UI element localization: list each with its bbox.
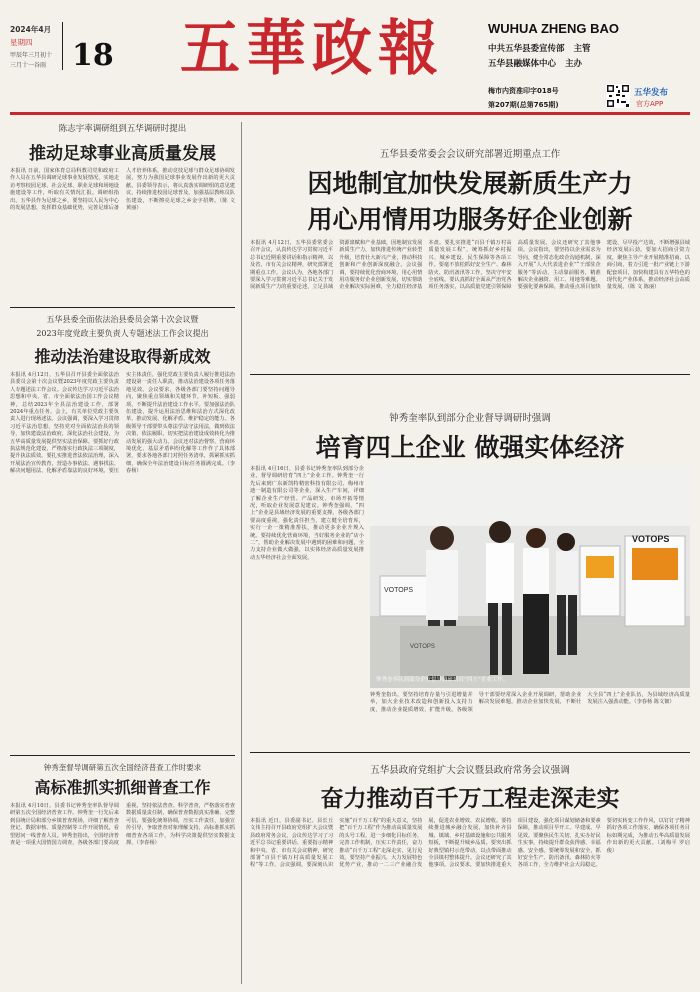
enterprise-photo <box>370 466 690 688</box>
development-headline-2: 用心用情用功服务好企业创新 <box>307 205 633 234</box>
enterprise-kicker: 钟秀奎率队到部分企业督导调研时强调 <box>389 413 551 424</box>
football-byline: （陈 文 黄丽） <box>126 197 235 212</box>
inspection-filler: 钟秀奎一行先后来到县统计局和部分乡镇普查现场，详细了解普查登记、数据审核、质量控制等工作开展情况，看望慰问一线普查人员。钟秀奎指出，全国经济普查是一项重大国情国力调查，各级各部门要高度重视，坚持依法普查、科学普查，严格落实普查数据质量责任制，确保普查数据真实准确、完整可信。要强化统筹协调，压实工作责任，加强宣传引导，争取普查对象理解支持，高标准抓实抓细普查各项工作，为科学决策提供坚实数据支撑。 <box>10 803 235 847</box>
inspection-headline: 高标准抓实抓细普查工作 <box>34 778 211 797</box>
left-divider-2 <box>10 755 235 756</box>
development-kicker: 五华县委常委会会议研究部署近期重点工作 <box>379 149 561 160</box>
development-body <box>250 240 690 368</box>
date-box <box>10 18 114 90</box>
project-filler: 会议传达学习了习近平总书记重要讲话、重要指示精神和中央、省、市有关会议精神，研究部署“百县千镇万村高质量发展工程”等工作。会议强调，要深刻认识实施“百千万工程”的重大意义，坚持把“百千万工程”作为推动高质量发展的头号工程，进一步细化目标任务，完善工作机制，压实工作责任，奋力推动“百千万工程”走深走实、见行见效。要坚持产业振兴，大力发展特色优势产业，推动一二三产业融合发展，促进农业增效、农民增收。要持续推进城乡融合发展，加快补齐县城、镇域、乡村基础设施和公共服务短板，不断提升城乡品质。要突出抓好典型镇村示范带动，以点带面推动全县镇村整体提升。会议还研究了其他事项。会议要求，要加快推进重大项目建设，强化项目谋划储备和要素保障，推动项目早开工、早建成、早见效。要聚焦民生关切，扎实办好民生实事，持续提升群众获得感、幸福感、安全感。要统筹发展和安全，抓好安全生产、防汛备汛、森林防火等各项工作，全力维护社会大局稳定。要切实转变工作作风，以钉钉子精神抓好各项工作落实，确保各项任务目标如期完成，为推动五华高质量发展作出新的更大贡献。 <box>250 818 690 869</box>
right-divider-2 <box>250 752 690 753</box>
project-byline: （刘梅平 罗启俊） <box>606 840 690 854</box>
masthead-pinyin: WUHUA ZHENG BAO <box>488 21 619 36</box>
left-divider-1 <box>10 307 235 308</box>
football-dateline: 本报讯 日前，国家体育总局科教司 <box>10 168 93 174</box>
enterprise-filler: 钟秀奎一行先后来到广东新凯特精密科技有限公司、梅州市迪一制造有限公司等企业，深入生产车间，详细了解企业生产经营、产品研发、市场开拓等情况，听取企业发展意见建议。钟秀奎强调，“四上”企业是县域经济发展的重要支撑，各级各部门要高度重视，强化责任担当，建立健全培育库，实行一企一策精准帮扶，推动更多企业升规入统。要持续优化营商环境，当好服务企业的“店小二”，帮助企业解决发展中遇到的困难和问题，全力支持企业做大做强，以实体经济高质量发展推动五华经济社会全面发展。 <box>250 473 364 561</box>
law-dateline: 本报讯 4月12日，五华县召开县委全面依法治县委员会第十次会议暨2023年度党政主要负责人专题述法工作会议。 <box>10 372 119 393</box>
project-body <box>250 818 690 984</box>
football-kicker: 陈志宇率调研组到五华调研时提出 <box>58 124 187 134</box>
enterprise-dateline: 本报讯 4月16日，县委书记钟秀奎率队到部分企业，督导调研培育“四上”企业工作。 <box>250 466 364 480</box>
enterprise-body <box>250 466 364 746</box>
law-kicker-1: 五华县委全面依法治县委员会第十次会议暨 <box>46 315 199 324</box>
right-divider-1 <box>250 374 690 375</box>
paper-title: 五華政報 <box>180 14 444 84</box>
development-filler: 会议认为，各地各部门要深入学习贯彻习近平总书记关于发展新质生产力的重要论述，立足县域资源禀赋和产业基础，因地制宜发展新质生产力，加快推进传统产业转型升级，培育壮大新兴产业，推动科技创新和产业创新深度融合。会议强调，要持续优化营商环境，用心用情用功服务好企业创新发展，切实帮助企业解决实际困难，全力稳住经济基本盘。要扎实推进“百县千镇万村高质量发展工程”，统筹抓好乡村振兴、城乡建设、民生保障等各项工作。要毫不放松抓好安全生产、森林防火、防汛备汛等工作，坚决守牢安全底线。要认真抓好全面从严治党各项任务落实，以高质量党建引领保障高质量发展。会议还研究了其他事项。会议指出，要坚持以企业需求为导向，健全常态化政企沟通机制，深入开展“人大代表进企业”“干部驻企服务”等活动，主动靠前服务，精准解决企业融资、用工、用地等难题。要强化要素保障，推动重点项目加快建设、尽早投产达效，不断增强县域经济发展后劲。要加大招商引资力度，聚焦主导产业开展精准招商、以商引商，着力引进一批产业链上下游配套项目，加快构建具有五华特色的现代化产业体系，推动经济社会高质量发展。 <box>250 240 690 291</box>
football-filler: 党和政府工作人员在五华县调研足球事业发展情况，实地走访考察校园足球、社会足球、职业足球和场地设施建设等工作，听取有关情况汇报。调研组指出，五华县作为足球之乡，要坚持以人民为中心的发展思想，发挥群众基础优势，完善足球后备人才培养体系，推动竞技足球与群众足球协调发展，努力为我国足球事业发展作出新的更大贡献。县委领导表示，将认真落实调研组的意见建议，持续推进校园足球普及，加强基层教练员队伍建设，不断擦亮足球之乡金字招牌。 <box>10 168 235 212</box>
svg-text:VOTOPS: VOTOPS <box>384 587 414 594</box>
app-subtitle: 官方APP <box>636 100 664 108</box>
sponsor-1 <box>488 42 591 54</box>
inspection-byline: （李春杨） <box>136 840 160 847</box>
inspection-kicker: 钟秀奎督导调研第五次全国经济普查工作时要求 <box>43 763 202 772</box>
issue-count: 第207期(总第765期) <box>488 101 559 109</box>
sponsor-1-name: 中共五华县委宣传部 <box>488 44 565 54</box>
enterprise-headline: 培育四上企业 做强实体经济 <box>315 433 625 462</box>
law-filler: 会议传达学习习近平法治思想和中央、省、市全面依法治国工作会议精神，总结2023年全县法治建设工作，部署2024年重点任务。会上，有关单位党政主要负责人进行现场述法。会议强调，要深入学习贯彻习近平法治思想，坚持党对全面依法治县的领导，加快建设法治政府，深化法治社会建设，为五华高质量发展提供坚实法治保障。要抓好行政执法规范化建设，严格落实行政执法三项制度，提升执法质效。要扎实推进普法依法治理，深入开展法治宣传教育，营造办事依法、遇事找法、解决问题用法、化解矛盾靠法的良好环境。要压实主体责任，强化党政主要负责人履行推进法治建设第一责任人职责，推动法治建设各项任务落地见效。会议要求，各级各部门要坚持问题导向，聚焦重点领域和关键环节，补短板、强弱项，不断提升法治建设工作水平。要加强法治队伍建设，提升运用法治思维和法治方式深化改革、推动发展、化解矛盾、维护稳定的能力。各级领导干部要带头尊法学法守法用法，做到依法决策、依法履职，切实把法治建设成效转化为推动发展的强大动力。会议还对法治督察、营商环境优化、基层矛盾纠纷化解等工作作了具体部署，要求各地各部门对照任务清单，抓紧抓实抓细，确保全年法治建设目标任务圆满完成。 <box>10 372 235 475</box>
project-dateline: 本报讯 近日，县委副书记、县长丘文伟主持召开县政府党组扩大会议暨县政府常务会议。 <box>250 818 334 839</box>
inspection-body <box>10 803 235 983</box>
project-headline: 奋力推动百千万工程走深走实 <box>320 786 620 812</box>
enterprise-byline: （李春杨 陈文钿） <box>634 699 675 706</box>
qr-code-icon <box>606 84 630 108</box>
svg-text:VOTOPS: VOTOPS <box>632 534 670 544</box>
development-dateline: 本报讯 4月12日，五华县委常委会召开会议，认真传达学习贯彻习近平总书记近期重要讲话和指示精神，以及省、市有关会议精神，研究部署近期重点工作。 <box>250 240 334 276</box>
weekday: 星期四 <box>10 38 33 47</box>
law-byline: （李春杨） <box>126 460 235 475</box>
football-headline: 推动足球事业高质量发展 <box>29 144 216 164</box>
inspection-dateline: 本报讯 4月10日，县委书记钟秀奎率队督导调研第五次全国经济普查工作。 <box>10 803 119 817</box>
svg-text:VOTOPS: VOTOPS <box>410 644 435 650</box>
issue-number: 18 <box>72 38 114 73</box>
sponsor-2-name: 五华县融媒体中心 <box>488 59 557 69</box>
project-kicker: 五华县政府党组扩大会议暨县政府常务会议强调 <box>370 765 570 776</box>
development-byline: （陈 文 陈丽） <box>627 284 660 291</box>
enterprise-filler-2: 钟秀奎指出，要坚持培育存量与引进增量并举，加大企业技术改造和创新投入支持力度，推动企业提质增效、扩能升级。各级领导干部要经常深入企业开展调研，帮助企业解决发展难题，推动企业加快发展，不断壮大全县“四上”企业队伍，为县域经济高质量发展注入强劲动能。 <box>370 692 690 713</box>
masthead-rule <box>10 112 690 115</box>
sponsor-2 <box>488 57 582 69</box>
column-rule <box>241 122 242 984</box>
enterprise-body-lower <box>370 692 690 744</box>
development-headline-1: 因地制宜加快发展新质生产力 <box>307 169 633 198</box>
permit-number: 梅市内资准印字018号 <box>488 87 559 95</box>
law-kicker-2: 2023年度党政主要负责人专题述法工作会议提出 <box>36 329 209 338</box>
law-body <box>10 372 235 747</box>
football-body <box>10 168 235 300</box>
sponsor-2-role: 主办 <box>564 59 582 69</box>
law-headline: 推动法治建设取得新成效 <box>34 347 211 366</box>
app-name: 五华发布 <box>634 88 669 98</box>
lunar-line-2: 三月十一谷雨 <box>10 62 47 69</box>
date-line: 2024年4月 <box>10 25 52 34</box>
date-box-divider <box>62 22 63 70</box>
lunar-line-1: 甲辰年三月初十 <box>10 52 53 59</box>
photo-caption: 钟秀奎率队到部分企业督导调研培育“四上”企业工作。 <box>376 677 509 683</box>
sponsor-1-role: 主管 <box>573 44 591 54</box>
